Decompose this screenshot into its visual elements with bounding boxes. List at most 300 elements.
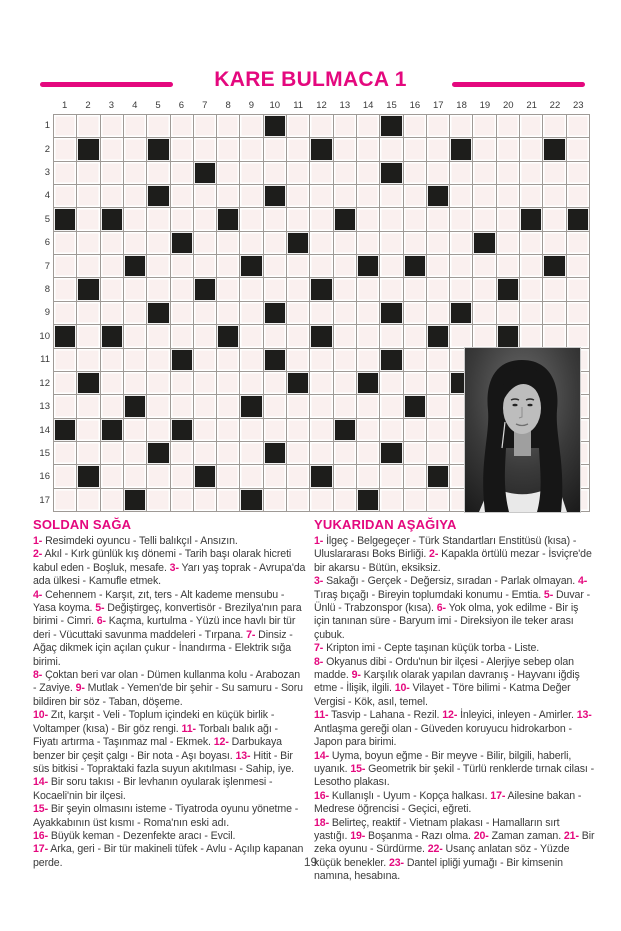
empty-cell[interactable] [357, 419, 379, 441]
empty-cell[interactable] [171, 162, 193, 184]
empty-cell[interactable] [357, 138, 379, 160]
empty-cell[interactable] [101, 395, 123, 417]
empty-cell[interactable] [334, 302, 356, 324]
empty-cell[interactable] [287, 185, 309, 207]
empty-cell[interactable] [380, 325, 402, 347]
empty-cell[interactable] [217, 395, 239, 417]
black-cell [77, 465, 99, 487]
empty-cell[interactable] [194, 325, 216, 347]
empty-cell[interactable] [171, 465, 193, 487]
empty-cell[interactable] [404, 372, 426, 394]
empty-cell[interactable] [217, 302, 239, 324]
empty-cell[interactable] [287, 115, 309, 137]
empty-cell[interactable] [101, 442, 123, 464]
empty-cell[interactable] [194, 395, 216, 417]
empty-cell[interactable] [264, 278, 286, 300]
empty-cell[interactable] [567, 138, 589, 160]
empty-cell[interactable] [380, 465, 402, 487]
empty-cell[interactable] [334, 489, 356, 511]
empty-cell[interactable] [450, 325, 472, 347]
empty-cell[interactable] [357, 278, 379, 300]
empty-cell[interactable] [77, 232, 99, 254]
empty-cell[interactable] [194, 349, 216, 371]
empty-cell[interactable] [404, 278, 426, 300]
empty-cell[interactable] [473, 162, 495, 184]
clue-paragraph: 7- Kripton imi - Cepte taşınan küçük torba - Liste. [314, 642, 540, 655]
empty-cell[interactable] [77, 255, 99, 277]
empty-cell[interactable] [310, 419, 332, 441]
empty-cell[interactable] [124, 302, 146, 324]
empty-cell[interactable] [77, 162, 99, 184]
empty-cell[interactable] [54, 255, 76, 277]
empty-cell[interactable] [287, 162, 309, 184]
empty-cell[interactable] [147, 465, 169, 487]
empty-cell[interactable] [77, 442, 99, 464]
empty-cell[interactable] [427, 208, 449, 230]
empty-cell[interactable] [473, 115, 495, 137]
empty-cell[interactable] [54, 232, 76, 254]
empty-cell[interactable] [240, 302, 262, 324]
empty-cell[interactable] [194, 185, 216, 207]
empty-cell[interactable] [264, 325, 286, 347]
empty-cell[interactable] [404, 162, 426, 184]
empty-cell[interactable] [310, 185, 332, 207]
empty-cell[interactable] [380, 395, 402, 417]
empty-cell[interactable] [264, 372, 286, 394]
empty-cell[interactable] [101, 349, 123, 371]
empty-cell[interactable] [497, 162, 519, 184]
empty-cell[interactable] [101, 138, 123, 160]
empty-cell[interactable] [101, 162, 123, 184]
empty-cell[interactable] [147, 395, 169, 417]
empty-cell[interactable] [194, 489, 216, 511]
empty-cell[interactable] [380, 489, 402, 511]
empty-cell[interactable] [357, 465, 379, 487]
empty-cell[interactable] [171, 115, 193, 137]
empty-cell[interactable] [310, 349, 332, 371]
empty-cell[interactable] [287, 442, 309, 464]
empty-cell[interactable] [450, 232, 472, 254]
empty-cell[interactable] [287, 278, 309, 300]
empty-cell[interactable] [334, 349, 356, 371]
empty-cell[interactable] [54, 465, 76, 487]
empty-cell[interactable] [450, 208, 472, 230]
empty-cell[interactable] [147, 278, 169, 300]
empty-cell[interactable] [473, 325, 495, 347]
empty-cell[interactable] [497, 255, 519, 277]
empty-cell[interactable] [334, 465, 356, 487]
empty-cell[interactable] [287, 255, 309, 277]
empty-cell[interactable] [310, 372, 332, 394]
empty-cell[interactable] [287, 419, 309, 441]
empty-cell[interactable] [54, 185, 76, 207]
empty-cell[interactable] [147, 208, 169, 230]
empty-cell[interactable] [567, 255, 589, 277]
empty-cell[interactable] [520, 115, 542, 137]
empty-cell[interactable] [171, 489, 193, 511]
empty-cell[interactable] [567, 115, 589, 137]
black-cell [380, 349, 402, 371]
empty-cell[interactable] [404, 419, 426, 441]
empty-cell[interactable] [171, 442, 193, 464]
col-label: 6 [178, 100, 185, 111]
empty-cell[interactable] [543, 278, 565, 300]
empty-cell[interactable] [171, 138, 193, 160]
empty-cell[interactable] [567, 232, 589, 254]
empty-cell[interactable] [473, 255, 495, 277]
empty-cell[interactable] [124, 208, 146, 230]
empty-cell[interactable] [54, 138, 76, 160]
empty-cell[interactable] [217, 442, 239, 464]
empty-cell[interactable] [264, 138, 286, 160]
empty-cell[interactable] [264, 419, 286, 441]
empty-cell[interactable] [380, 372, 402, 394]
empty-cell[interactable] [54, 278, 76, 300]
empty-cell[interactable] [450, 278, 472, 300]
empty-cell[interactable] [357, 325, 379, 347]
clue-paragraph: 15- Bir şeyin olmasını isteme - Tiyatroda oyunu yönetme - Ayakkabının üst kısmı - Roma'nın eski adı. [33, 803, 299, 829]
empty-cell[interactable] [334, 115, 356, 137]
empty-cell[interactable] [77, 419, 99, 441]
empty-cell[interactable] [54, 395, 76, 417]
empty-cell[interactable] [543, 325, 565, 347]
empty-cell[interactable] [450, 162, 472, 184]
empty-cell[interactable] [310, 489, 332, 511]
empty-cell[interactable] [171, 185, 193, 207]
empty-cell[interactable] [194, 302, 216, 324]
empty-cell[interactable] [240, 349, 262, 371]
empty-cell[interactable] [54, 442, 76, 464]
clue-number: 15- [350, 762, 366, 775]
empty-cell[interactable] [124, 372, 146, 394]
empty-cell[interactable] [77, 395, 99, 417]
empty-cell[interactable] [404, 349, 426, 371]
empty-cell[interactable] [194, 255, 216, 277]
empty-cell[interactable] [334, 395, 356, 417]
empty-cell[interactable] [380, 232, 402, 254]
empty-cell[interactable] [124, 185, 146, 207]
black-cell [124, 489, 146, 511]
empty-cell[interactable] [264, 232, 286, 254]
empty-cell[interactable] [240, 278, 262, 300]
empty-cell[interactable] [77, 489, 99, 511]
empty-cell[interactable] [310, 395, 332, 417]
empty-cell[interactable] [310, 442, 332, 464]
empty-cell[interactable] [497, 208, 519, 230]
empty-cell[interactable] [334, 278, 356, 300]
empty-cell[interactable] [171, 325, 193, 347]
empty-cell[interactable] [310, 162, 332, 184]
empty-cell[interactable] [287, 302, 309, 324]
empty-cell[interactable] [101, 255, 123, 277]
empty-cell[interactable] [334, 162, 356, 184]
empty-cell[interactable] [520, 278, 542, 300]
empty-cell[interactable] [124, 349, 146, 371]
empty-cell[interactable] [497, 302, 519, 324]
empty-cell[interactable] [147, 255, 169, 277]
empty-cell[interactable] [217, 162, 239, 184]
empty-cell[interactable] [310, 255, 332, 277]
empty-cell[interactable] [357, 349, 379, 371]
empty-cell[interactable] [567, 302, 589, 324]
empty-cell[interactable] [147, 419, 169, 441]
empty-cell[interactable] [264, 162, 286, 184]
empty-cell[interactable] [427, 395, 449, 417]
empty-cell[interactable] [217, 372, 239, 394]
empty-cell[interactable] [124, 232, 146, 254]
empty-cell[interactable] [520, 185, 542, 207]
empty-cell[interactable] [171, 372, 193, 394]
empty-cell[interactable] [567, 185, 589, 207]
empty-cell[interactable] [357, 232, 379, 254]
empty-cell[interactable] [194, 138, 216, 160]
empty-cell[interactable] [543, 302, 565, 324]
empty-cell[interactable] [171, 302, 193, 324]
empty-cell[interactable] [217, 185, 239, 207]
empty-cell[interactable] [194, 232, 216, 254]
empty-cell[interactable] [194, 208, 216, 230]
empty-cell[interactable] [264, 395, 286, 417]
empty-cell[interactable] [473, 138, 495, 160]
empty-cell[interactable] [427, 278, 449, 300]
empty-cell[interactable] [240, 419, 262, 441]
empty-cell[interactable] [287, 325, 309, 347]
empty-cell[interactable] [450, 115, 472, 137]
empty-cell[interactable] [77, 185, 99, 207]
empty-cell[interactable] [334, 442, 356, 464]
empty-cell[interactable] [427, 372, 449, 394]
empty-cell[interactable] [54, 302, 76, 324]
empty-cell[interactable] [54, 115, 76, 137]
empty-cell[interactable] [264, 208, 286, 230]
empty-cell[interactable] [404, 302, 426, 324]
empty-cell[interactable] [380, 255, 402, 277]
empty-cell[interactable] [404, 442, 426, 464]
empty-cell[interactable] [473, 185, 495, 207]
empty-cell[interactable] [171, 255, 193, 277]
empty-cell[interactable] [287, 349, 309, 371]
empty-cell[interactable] [240, 465, 262, 487]
empty-cell[interactable] [380, 185, 402, 207]
empty-cell[interactable] [380, 278, 402, 300]
empty-cell[interactable] [404, 208, 426, 230]
empty-cell[interactable] [101, 185, 123, 207]
empty-cell[interactable] [520, 325, 542, 347]
empty-cell[interactable] [334, 372, 356, 394]
empty-cell[interactable] [124, 115, 146, 137]
empty-cell[interactable] [124, 419, 146, 441]
empty-cell[interactable] [194, 419, 216, 441]
empty-cell[interactable] [567, 325, 589, 347]
empty-cell[interactable] [77, 349, 99, 371]
empty-cell[interactable] [217, 115, 239, 137]
empty-cell[interactable] [334, 185, 356, 207]
empty-cell[interactable] [147, 372, 169, 394]
empty-cell[interactable] [543, 185, 565, 207]
empty-cell[interactable] [54, 162, 76, 184]
empty-cell[interactable] [217, 232, 239, 254]
empty-cell[interactable] [240, 442, 262, 464]
empty-cell[interactable] [194, 372, 216, 394]
empty-cell[interactable] [240, 162, 262, 184]
empty-cell[interactable] [101, 115, 123, 137]
empty-cell[interactable] [357, 302, 379, 324]
empty-cell[interactable] [217, 255, 239, 277]
empty-cell[interactable] [171, 395, 193, 417]
empty-cell[interactable] [240, 372, 262, 394]
empty-cell[interactable] [450, 255, 472, 277]
empty-cell[interactable] [124, 442, 146, 464]
empty-cell[interactable] [357, 442, 379, 464]
empty-cell[interactable] [194, 115, 216, 137]
empty-cell[interactable] [217, 138, 239, 160]
empty-cell[interactable] [497, 138, 519, 160]
clue-paragraph: 8- Çoktan beri var olan - Dümen kullanma kolu - Arabozan - Zaviye. 9- Mutlak - Yemen'de bir şehir - Su samuru - Soru bildiren bir söz - Taban, döşeme. [33, 669, 303, 708]
empty-cell[interactable] [404, 465, 426, 487]
empty-cell[interactable] [124, 278, 146, 300]
empty-cell[interactable] [380, 138, 402, 160]
empty-cell[interactable] [310, 208, 332, 230]
empty-cell[interactable] [101, 372, 123, 394]
empty-cell[interactable] [427, 255, 449, 277]
empty-cell[interactable] [380, 419, 402, 441]
empty-cell[interactable] [310, 232, 332, 254]
clue-number: 3- [169, 561, 179, 574]
empty-cell[interactable] [497, 115, 519, 137]
empty-cell[interactable] [77, 115, 99, 137]
empty-cell[interactable] [54, 489, 76, 511]
empty-cell[interactable] [124, 325, 146, 347]
empty-cell[interactable] [101, 465, 123, 487]
empty-cell[interactable] [124, 138, 146, 160]
empty-cell[interactable] [287, 138, 309, 160]
empty-cell[interactable] [147, 489, 169, 511]
empty-cell[interactable] [217, 419, 239, 441]
empty-cell[interactable] [427, 138, 449, 160]
empty-cell[interactable] [567, 278, 589, 300]
empty-cell[interactable] [404, 115, 426, 137]
empty-cell[interactable] [217, 278, 239, 300]
empty-cell[interactable] [427, 349, 449, 371]
empty-cell[interactable] [357, 162, 379, 184]
empty-cell[interactable] [101, 278, 123, 300]
empty-cell[interactable] [310, 115, 332, 137]
empty-cell[interactable] [240, 232, 262, 254]
row-label: 9 [44, 307, 50, 319]
empty-cell[interactable] [264, 465, 286, 487]
empty-cell[interactable] [77, 325, 99, 347]
empty-cell[interactable] [427, 115, 449, 137]
empty-cell[interactable] [380, 208, 402, 230]
empty-cell[interactable] [473, 302, 495, 324]
empty-cell[interactable] [473, 278, 495, 300]
empty-cell[interactable] [147, 232, 169, 254]
empty-cell[interactable] [427, 232, 449, 254]
empty-cell[interactable] [427, 442, 449, 464]
empty-cell[interactable] [287, 489, 309, 511]
empty-cell[interactable] [543, 162, 565, 184]
empty-cell[interactable] [427, 162, 449, 184]
empty-cell[interactable] [240, 138, 262, 160]
empty-cell[interactable] [171, 208, 193, 230]
empty-cell[interactable] [334, 325, 356, 347]
empty-cell[interactable] [217, 465, 239, 487]
empty-cell[interactable] [147, 325, 169, 347]
empty-cell[interactable] [101, 489, 123, 511]
empty-cell[interactable] [54, 372, 76, 394]
empty-cell[interactable] [217, 349, 239, 371]
col-label: 21 [526, 100, 537, 111]
empty-cell[interactable] [240, 115, 262, 137]
empty-cell[interactable] [357, 208, 379, 230]
empty-cell[interactable] [334, 138, 356, 160]
empty-cell[interactable] [194, 442, 216, 464]
empty-cell[interactable] [427, 419, 449, 441]
empty-cell[interactable] [264, 255, 286, 277]
empty-cell[interactable] [520, 138, 542, 160]
empty-cell[interactable] [287, 208, 309, 230]
empty-cell[interactable] [357, 395, 379, 417]
empty-cell[interactable] [357, 115, 379, 137]
empty-cell[interactable] [287, 465, 309, 487]
empty-cell[interactable] [147, 162, 169, 184]
empty-cell[interactable] [217, 489, 239, 511]
empty-cell[interactable] [240, 185, 262, 207]
empty-cell[interactable] [404, 185, 426, 207]
empty-cell[interactable] [101, 232, 123, 254]
empty-cell[interactable] [404, 232, 426, 254]
empty-cell[interactable] [264, 489, 286, 511]
empty-cell[interactable] [404, 325, 426, 347]
empty-cell[interactable] [54, 349, 76, 371]
empty-cell[interactable] [450, 185, 472, 207]
empty-cell[interactable] [334, 232, 356, 254]
empty-cell[interactable] [357, 185, 379, 207]
empty-cell[interactable] [520, 302, 542, 324]
empty-cell[interactable] [77, 302, 99, 324]
empty-cell[interactable] [497, 232, 519, 254]
col-label: 20 [502, 100, 514, 111]
empty-cell[interactable] [427, 302, 449, 324]
empty-cell[interactable] [77, 208, 99, 230]
empty-cell[interactable] [404, 138, 426, 160]
empty-cell[interactable] [497, 185, 519, 207]
empty-cell[interactable] [101, 302, 123, 324]
empty-cell[interactable] [310, 302, 332, 324]
empty-cell[interactable] [404, 489, 426, 511]
empty-cell[interactable] [147, 349, 169, 371]
empty-cell[interactable] [567, 162, 589, 184]
clue-number: 20- [473, 829, 489, 842]
empty-cell[interactable] [543, 115, 565, 137]
empty-cell[interactable] [520, 255, 542, 277]
empty-cell[interactable] [543, 232, 565, 254]
clue-number: 7- [314, 642, 324, 655]
empty-cell[interactable] [543, 208, 565, 230]
empty-cell[interactable] [520, 232, 542, 254]
empty-cell[interactable] [427, 489, 449, 511]
empty-cell[interactable] [124, 162, 146, 184]
empty-cell[interactable] [240, 325, 262, 347]
empty-cell[interactable] [287, 395, 309, 417]
empty-cell[interactable] [147, 115, 169, 137]
empty-cell[interactable] [171, 278, 193, 300]
empty-cell[interactable] [473, 208, 495, 230]
empty-cell[interactable] [334, 255, 356, 277]
empty-cell[interactable] [520, 162, 542, 184]
empty-cell[interactable] [240, 208, 262, 230]
empty-cell[interactable] [124, 465, 146, 487]
